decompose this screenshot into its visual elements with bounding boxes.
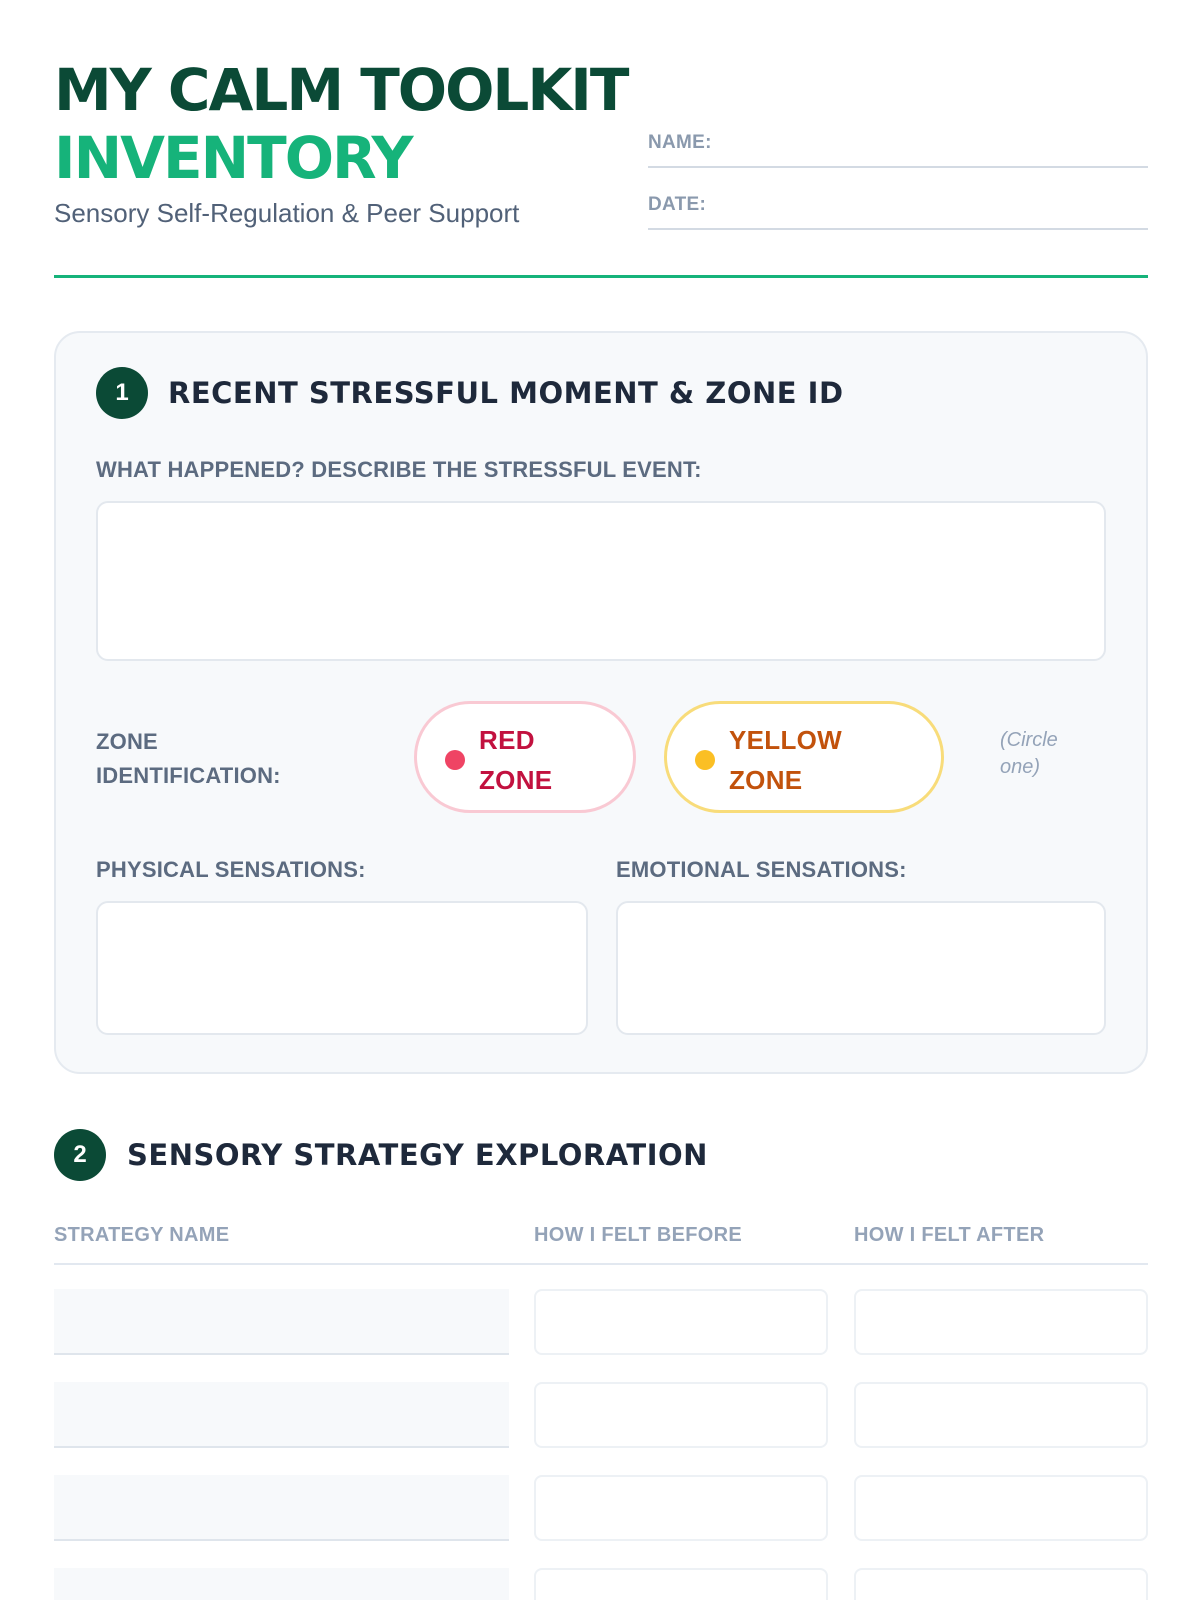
felt-before-cell[interactable] xyxy=(534,1382,828,1448)
strategy-name-cell[interactable] xyxy=(54,1475,509,1541)
yellow-zone-label: YELLOW ZONE xyxy=(729,725,843,795)
zone-identification-label xyxy=(96,725,281,793)
emotional-sensations-box[interactable] xyxy=(616,901,1106,1035)
yellow-dot-icon xyxy=(695,750,715,770)
strategy-name-cell[interactable] xyxy=(54,1289,509,1355)
title-line-2: INVENTORY xyxy=(54,124,412,192)
event-description-box[interactable] xyxy=(96,501,1106,661)
section-1-title: RECENT STRESSFUL MOMENT & ZONE ID xyxy=(168,376,844,410)
section-2-number-badge: 2 xyxy=(54,1129,106,1181)
strategy-name-cell[interactable] xyxy=(54,1568,509,1600)
worksheet-header xyxy=(54,56,1148,278)
date-field[interactable] xyxy=(648,190,1148,230)
emotional-sensations-label: EMOTIONAL SENSATIONS: xyxy=(616,857,907,882)
zone-label-line-2: IDENTIFICATION: xyxy=(96,763,281,788)
felt-before-cell[interactable] xyxy=(534,1475,828,1541)
subtitle: Sensory Self-Regulation & Peer Support xyxy=(54,198,520,228)
red-zone-option[interactable] xyxy=(414,701,636,813)
name-label: NAME: xyxy=(648,132,712,153)
physical-sensations-label: PHYSICAL SENSATIONS: xyxy=(96,857,366,882)
felt-before-cell[interactable] xyxy=(534,1289,828,1355)
felt-after-cell[interactable] xyxy=(854,1568,1148,1600)
title-line-1: MY CALM TOOLKIT xyxy=(54,56,628,124)
section-1-number-badge: 1 xyxy=(96,367,148,419)
section-2-title: SENSORY STRATEGY EXPLORATION xyxy=(127,1138,708,1172)
column-header-felt-after: HOW I FELT AFTER xyxy=(854,1224,1045,1246)
strategy-name-cell[interactable] xyxy=(54,1382,509,1448)
column-header-strategy-name: STRATEGY NAME xyxy=(54,1224,230,1246)
zone-label-line-1: ZONE xyxy=(96,729,158,754)
event-label: WHAT HAPPENED? DESCRIBE THE STRESSFUL EVENT: xyxy=(96,457,702,482)
column-header-felt-before: HOW I FELT BEFORE xyxy=(534,1224,743,1246)
felt-after-cell[interactable] xyxy=(854,1382,1148,1448)
yellow-zone-option[interactable] xyxy=(664,701,944,813)
felt-after-cell[interactable] xyxy=(854,1289,1148,1355)
red-dot-icon xyxy=(445,750,465,770)
red-zone-label: RED ZONE xyxy=(479,725,553,795)
felt-before-cell[interactable] xyxy=(534,1568,828,1600)
physical-sensations-box[interactable] xyxy=(96,901,588,1035)
name-field[interactable] xyxy=(648,128,1148,168)
date-label: DATE: xyxy=(648,194,707,215)
circle-one-note: (Circle one) xyxy=(1000,729,1058,778)
table-header-divider xyxy=(54,1263,1148,1265)
felt-after-cell[interactable] xyxy=(854,1475,1148,1541)
section-1-card xyxy=(54,331,1148,1074)
